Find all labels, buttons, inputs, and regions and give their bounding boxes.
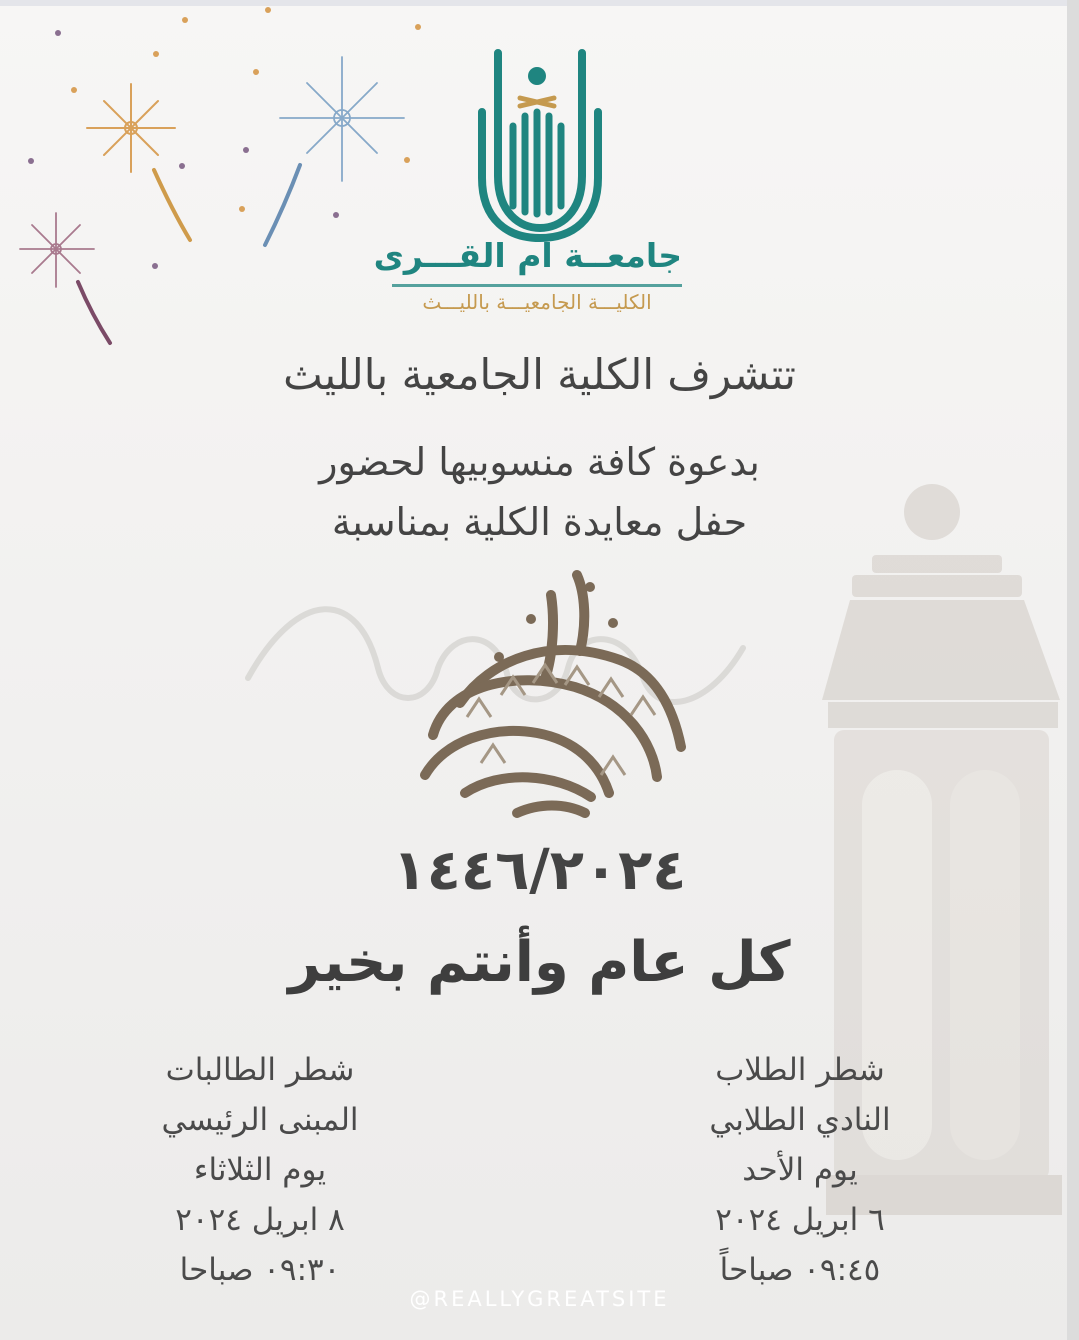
female-students-section-title: شطر الطالبات xyxy=(165,1052,355,1088)
firework-burst-purple xyxy=(20,213,94,287)
university-logo xyxy=(373,48,700,318)
site-watermark: @REALLYGREATSITE xyxy=(409,1287,670,1311)
firework-burst-gold xyxy=(87,84,175,172)
students-day: يوم الأحد xyxy=(742,1152,858,1188)
eid-calligraphy-art xyxy=(405,565,705,835)
students-date: ٦ ابريل ٢٠٢٤ xyxy=(715,1202,885,1238)
students-section-title: شطر الطلاب xyxy=(715,1052,885,1088)
logo-divider xyxy=(392,284,682,287)
students-venue: النادي الطلابي xyxy=(709,1102,891,1138)
eid-greeting: كل عام وأنتم بخير xyxy=(288,930,791,995)
logo-college-name: الكليـــة الجامعيـــة بالليـــث xyxy=(422,290,652,314)
event-date-line: ١٤٤٦/٢٠٢٤ xyxy=(392,838,687,903)
fireworks-decoration xyxy=(0,0,430,360)
students-time: ٠٩:٤٥ صباحاً xyxy=(719,1252,881,1288)
firework-trails xyxy=(78,165,300,343)
invitation-headline: تتشرف الكلية الجامعية بالليث xyxy=(283,350,796,399)
invitation-line-2: حفل معايدة الكلية بمناسبة xyxy=(331,500,748,544)
logo-emblem xyxy=(482,53,598,238)
logo-university-name: جامعــة أم القـــرى xyxy=(373,236,682,275)
students-section xyxy=(650,1045,950,1295)
female-students-time: ٠٩:٣٠ صباحا xyxy=(179,1252,341,1288)
female-students-date: ٨ ابريل ٢٠٢٤ xyxy=(175,1202,345,1238)
female-students-day: يوم الثلاثاء xyxy=(193,1152,327,1188)
female-students-section xyxy=(110,1045,410,1295)
invitation-line-1: بدعوة كافة منسوبيها لحضور xyxy=(319,440,760,484)
female-students-venue: المبنى الرئيسي xyxy=(161,1102,359,1138)
